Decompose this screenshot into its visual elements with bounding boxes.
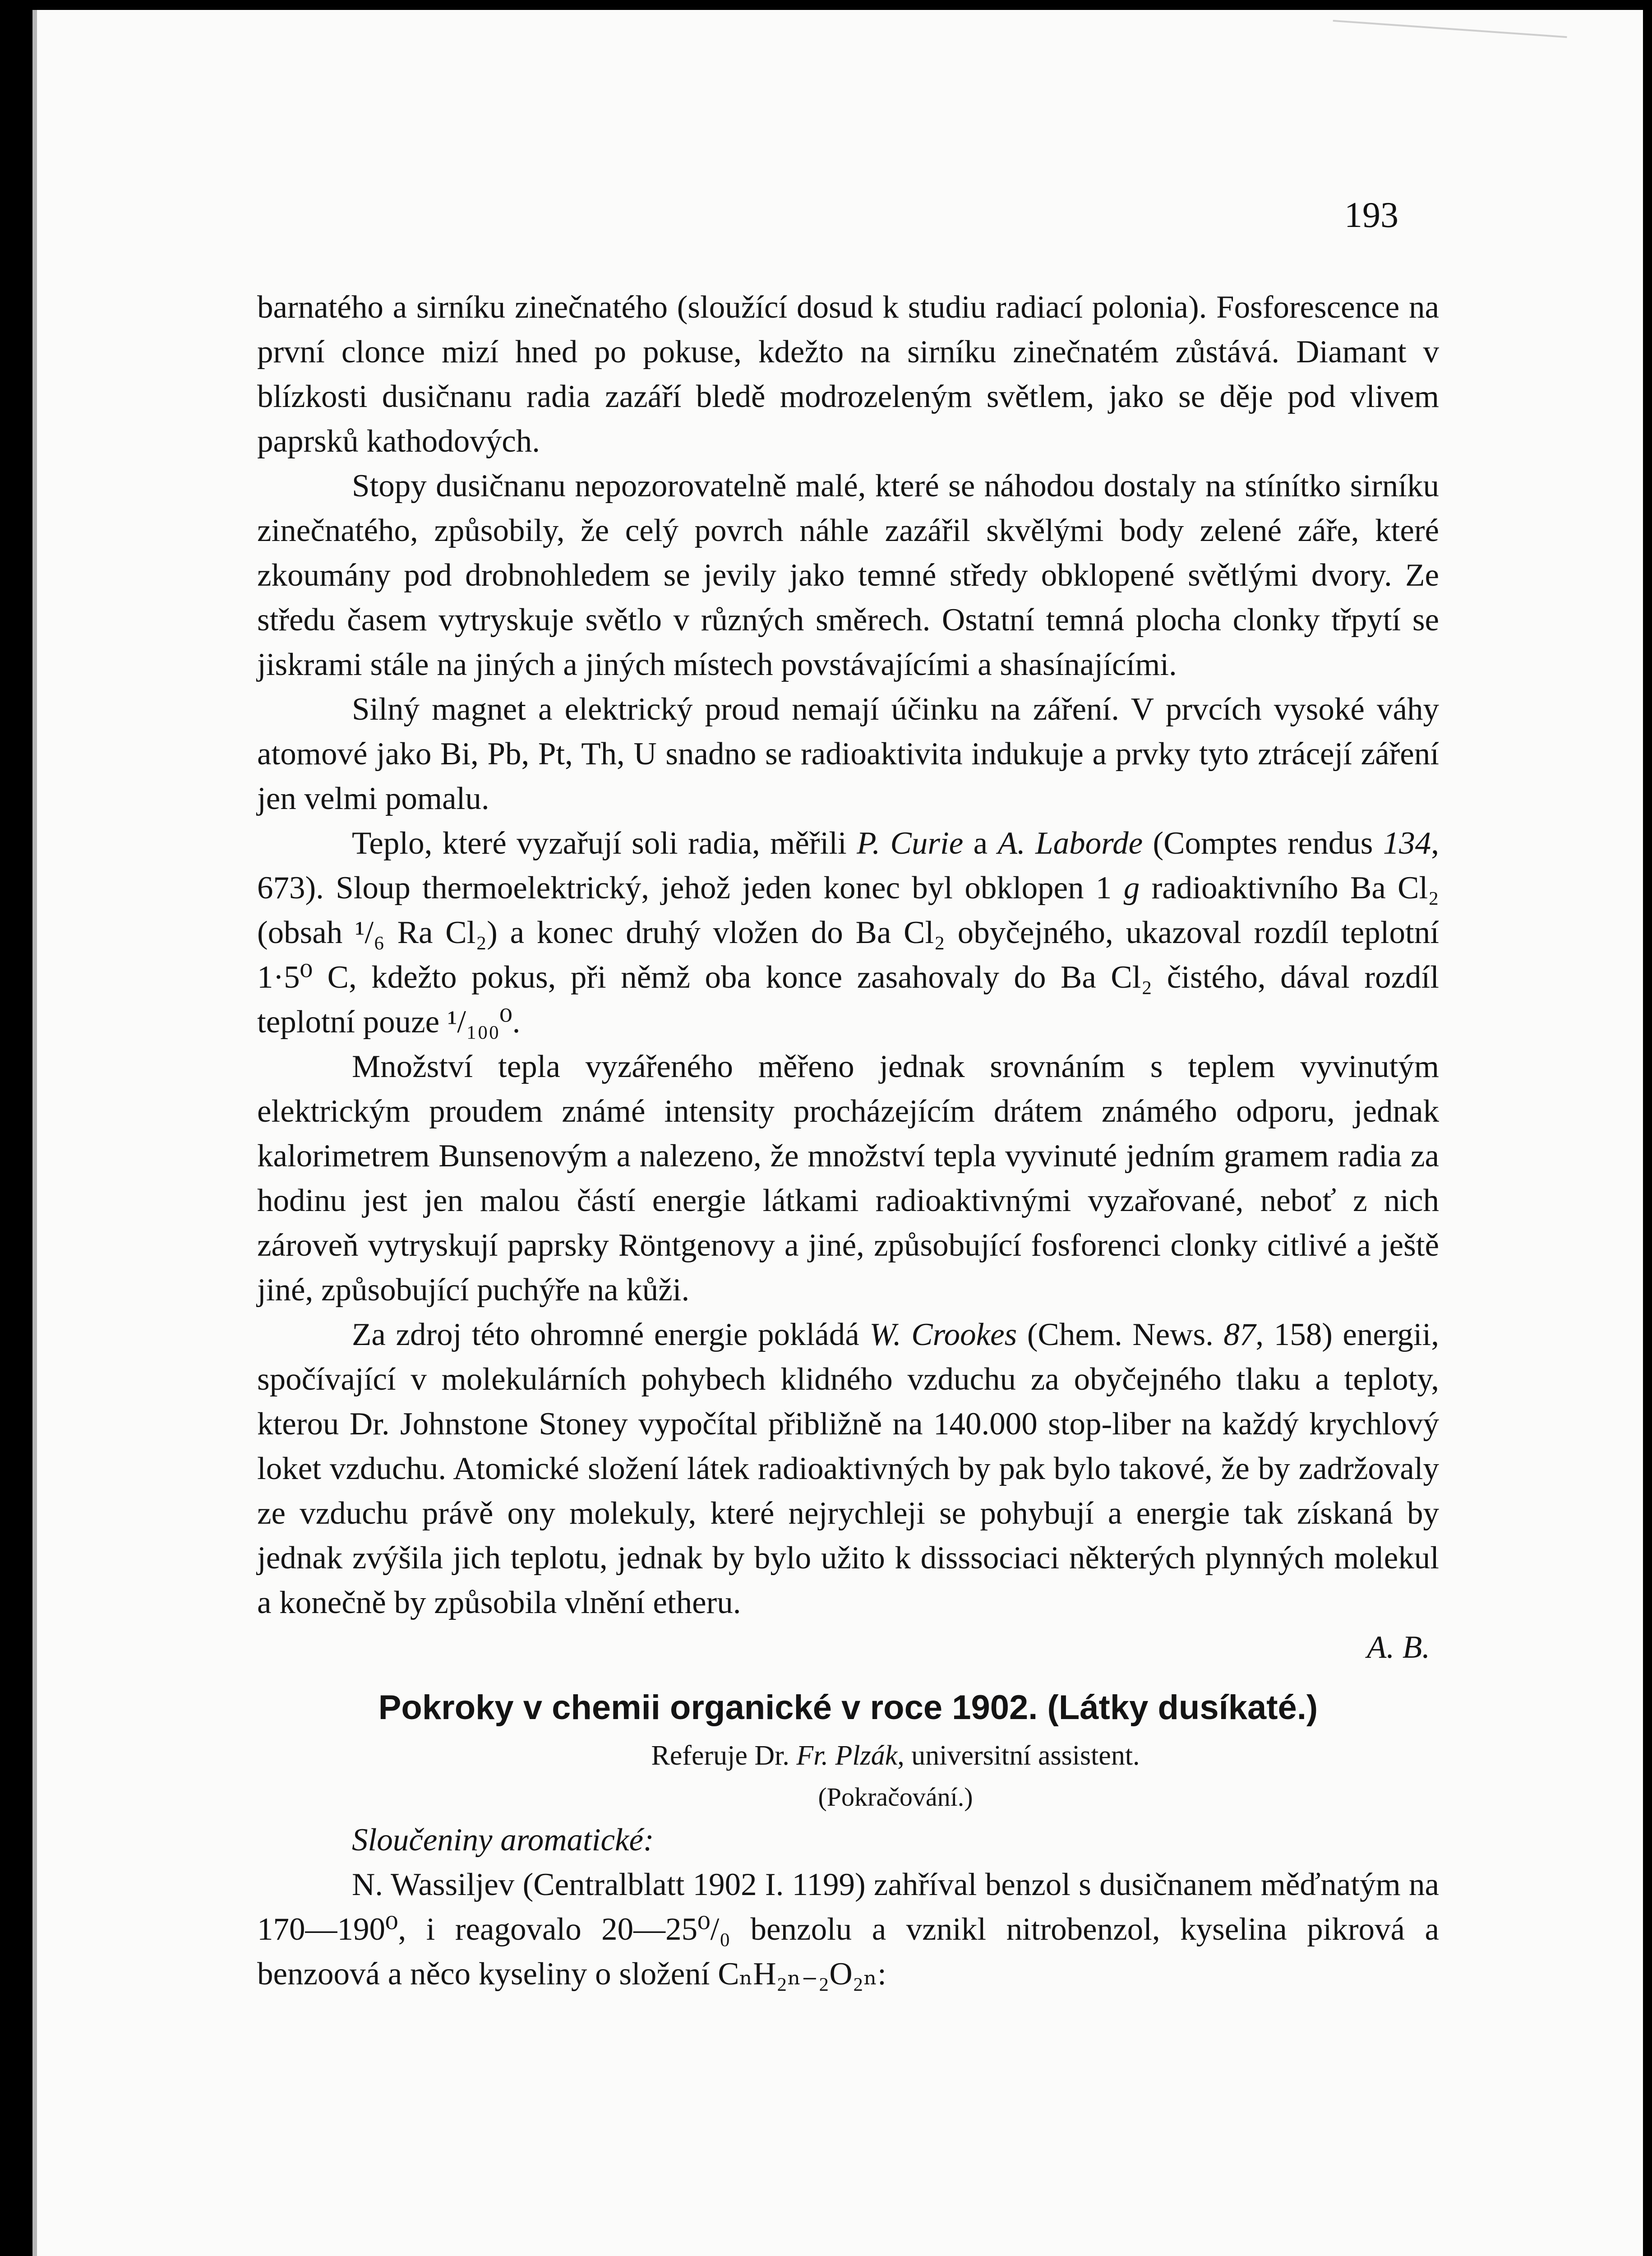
page-number: 193: [1344, 195, 1398, 235]
unit-symbol: g: [1123, 870, 1140, 906]
volume-number: 134: [1383, 826, 1431, 861]
text-run: , 673). Sloup thermoelektrický, jehož jeden konec byl obklopen 1: [257, 826, 1439, 906]
paragraph: barnatého a sirníku zinečnatého (sloužící dosud k studiu radiací polonia). Fosforescence na první clonce mizí hned po pokuse, kdežto na sirníku zinečnatém zůstává. Diamant v blízkosti dusičnanu radia zazáří bledě modrozeleným světlem, jako se děje pod vlivem paprsků kathodových.: [257, 290, 1439, 459]
paragraph: N. Wassiljev (Centralblatt 1902 I. 1199) zahříval benzol s dusičnanem měďnatým na 170—190⁰, i reagovalo 20—25⁰/₀ benzolu a vznikl nitrobenzol, kyselina pikrová a benzoová a něco kyseliny o složení CₙH₂ₙ₋₂O₂ₙ:: [257, 1867, 1439, 1992]
text-run: (Chem. News.: [1017, 1317, 1224, 1352]
page-body: [257, 285, 1439, 1997]
paragraph: [257, 1313, 1439, 1625]
article-heading: Pokroky v chemii organické v roce 1902. (Látky dusíkaté.): [378, 1688, 1318, 1727]
author-name: A. Laborde: [997, 826, 1143, 861]
byline-suffix: , universitní assistent.: [897, 1740, 1140, 1771]
paragraph: Stopy dusičnanu nepozorovatelně malé, které se náhodou dostaly na stínítko sirníku zinečnatého, způsobily, že celý povrch náhle zazářil skvělými body zelené záře, které zkoumány pod drobnohledem se jevily jako temné středy obklopené světlými dvory. Ze středu časem vytryskuje světlo v různých směrech. Ostatní temná plocha clonky třpytí se jiskrami stále na jiných a jiných místech povstávajícími a shasínajícími.: [257, 468, 1439, 682]
volume-number: 87: [1223, 1317, 1256, 1352]
text-run: , 158) energii, spočívající v molekulárních pohybech klidného vzduchu za obyčejného tlaku a teploty, kterou Dr. Johnstone Stoney vypočítal přibližně na 140.000 stop-liber na každý krychlový loket vzduchu. Atomické složení látek radioaktivných by pak bylo takové, že by zadržovaly ze vzduchu právě ony molekuly, které nejrychleji se pohybují a energie tak získaná by jednak zvýšila jich teplotu, jednak by bylo užito k disssociaci některých plynných molekul a konečně by způsobila vlnění etheru.: [257, 1317, 1440, 1620]
text-run: a: [963, 826, 998, 861]
continued-note: (Pokračování.): [818, 1782, 973, 1812]
text-run: Za zdroj této ohromné energie pokládá: [352, 1317, 870, 1352]
paragraph: Silný magnet a elektrický proud nemají účinku na záření. V prvcích vysoké váhy atomové jako Bi, Pb, Pt, Th, U snadno se radioaktivita indukuje a prvky tyto ztrácejí záření jen velmi pomalu.: [257, 692, 1439, 816]
text-run: (Comptes rendus: [1143, 826, 1383, 861]
author-name: P. Curie: [857, 826, 964, 861]
section-subheading: Sloučeniny aromatické:: [352, 1822, 654, 1858]
byline-prefix: Referuje Dr.: [651, 1740, 797, 1771]
paragraph: [257, 821, 1439, 1045]
signature: A. B.: [1367, 1630, 1430, 1665]
text-run: radioaktivního Ba Cl₂ (obsah ¹/₆ Ra Cl₂) a konec druhý vložen do Ba Cl₂ obyčejného, ukazoval rozdíl teplotní 1·5⁰ C, kdežto pokus, při němž oba konce zasahovaly do Ba Cl₂ čistého, dával rozdíl teplotní pouze ¹/₁₀₀⁰.: [257, 870, 1440, 1040]
byline-author: Fr. Plzák: [796, 1740, 898, 1771]
byline: [257, 1735, 1439, 1776]
text-run: Teplo, které vyzařují soli radia, měřili: [352, 826, 857, 861]
scanned-page: [32, 10, 1643, 2256]
author-name: W. Crookes: [869, 1317, 1017, 1352]
paragraph: Množství tepla vyzářeného měřeno jednak srovnáním s teplem vyvinutým elektrickým proudem známé intensity procházejícím drátem známého odporu, jednak kalorimetrem Bunsenovým a nalezeno, že množství tepla vyvinuté jedním gramem radia za hodinu jest jen malou částí energie látkami radioaktivnými vyzařované, neboť z nich zároveň vytryskují paprsky Röntgenovy a jiné, způsobující fosforenci clonky citlivé a ještě jiné, způsobující puchýře na kůži.: [257, 1049, 1439, 1308]
